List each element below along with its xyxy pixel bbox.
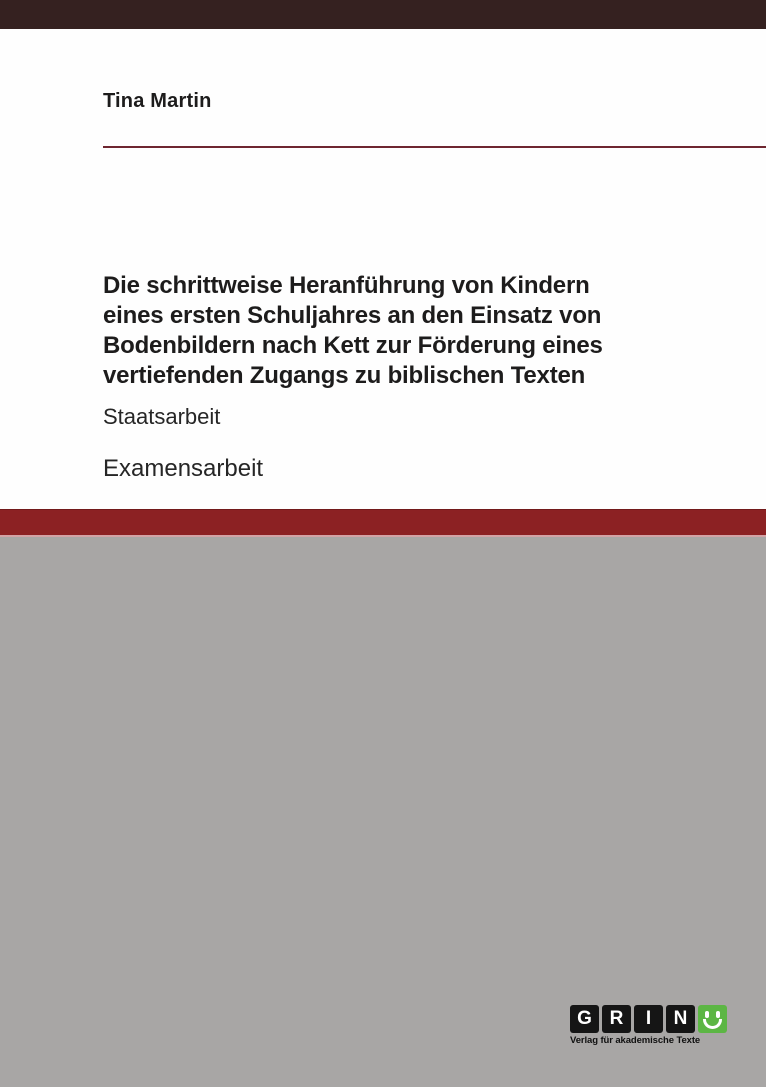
author-name: Tina Martin bbox=[103, 90, 212, 112]
book-title bbox=[103, 271, 706, 391]
accent-band bbox=[0, 509, 766, 537]
grin-logo bbox=[570, 1005, 727, 1033]
book-title-line-4: vertiefenden Zugangs zu biblischen Texten bbox=[103, 362, 586, 389]
publisher-tagline: Verlag für akademische Texte bbox=[570, 1035, 701, 1046]
author-divider-rule bbox=[103, 146, 766, 148]
book-title-line-2: eines ersten Schuljahres an den Einsatz von bbox=[103, 302, 602, 329]
smiley-eye-right bbox=[716, 1011, 720, 1018]
smiley-mouth bbox=[703, 1019, 722, 1029]
logo-letter-tile-r: R bbox=[602, 1005, 631, 1033]
logo-letter-tile-n: N bbox=[666, 1005, 695, 1033]
logo-letter-tile-g: G bbox=[570, 1005, 599, 1033]
document-type-label: Examensarbeit bbox=[103, 455, 264, 482]
book-title-line-3: Bodenbildern nach Kett zur Förderung eines bbox=[103, 332, 603, 359]
smiley-eye-left bbox=[705, 1011, 709, 1018]
book-subtitle: Staatsarbeit bbox=[103, 404, 221, 429]
logo-letter-tile-i: I bbox=[634, 1005, 663, 1033]
smiley-icon bbox=[698, 1005, 727, 1033]
top-edge-bar bbox=[0, 0, 766, 29]
book-title-line-1: Die schrittweise Heranführung von Kindern bbox=[103, 272, 590, 299]
